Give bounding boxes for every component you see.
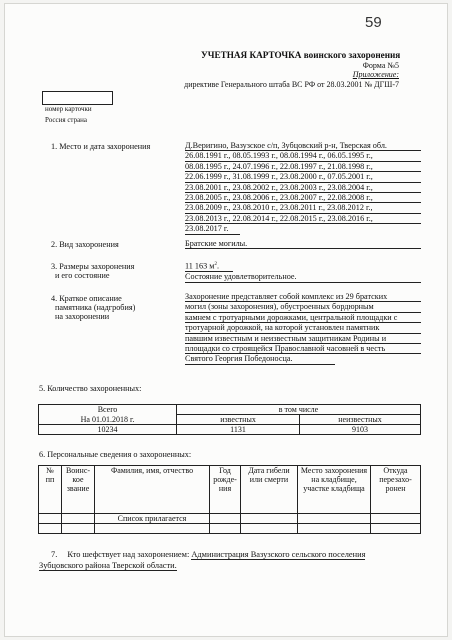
col-birth-year: Год рожде-ния: [210, 466, 241, 514]
card-number-box: [42, 91, 113, 105]
form-number: Форма №5: [362, 61, 399, 70]
dates-line: 26.08.1991 г., 08.05.1993 г., 08.08.1994 г., 06.05.1995 г.,: [185, 151, 421, 161]
list-note: Список прилагается: [95, 514, 210, 524]
place-line: Д.Веригино, Вазузское с/п, Зубцовский р-н, Тверская обл.: [185, 141, 421, 151]
section-7-number: 7.: [51, 550, 58, 559]
col-name: Фамилия, имя, отчество: [95, 466, 210, 514]
section-7-label: Кто шефствует над захоронением:: [67, 550, 190, 559]
card-number-label: номер карточки: [45, 105, 92, 113]
personal-data-table: [38, 465, 421, 534]
country-label: Россия страна: [45, 116, 88, 124]
patron-organization: Администрация Вазузского сельского поселения: [191, 550, 366, 559]
burial-count-table: [38, 404, 421, 435]
col-burial-place: Место захоронения на кладбище, участке кладбища: [298, 466, 371, 514]
date-header: На 01.01.2018 г.: [39, 415, 177, 425]
section-5-label: 5. Количество захороненных:: [39, 384, 142, 393]
section-2-label: 2. Вид захоронения: [51, 240, 119, 249]
included-header: в том числе: [177, 405, 421, 415]
dates-line: 23.08.2001 г., 23.08.2002 г., 23.08.2003 г., 23.08.2004 г.,: [185, 183, 421, 193]
burial-state: Состояние удовлетворительное.: [185, 272, 421, 282]
col-reburied-from: Откуда перезахо-ронен: [371, 466, 421, 514]
description-line: могил (зоны захоронения), обустроенных бордюрным: [185, 302, 421, 312]
section-6-label: 6. Персональные сведения о захороненных:: [39, 450, 192, 459]
description-line: павшим известным и неизвестным защитникам Родины и: [185, 334, 421, 344]
dates-line: 23.08.2017 г.: [185, 224, 240, 234]
description-line: площадки со строящейся Православной часовней в честь: [185, 344, 421, 354]
section-1-label: 1. Место и дата захоронения: [51, 142, 151, 151]
appendix-label: Приложение:: [352, 70, 399, 79]
monument-description: [185, 292, 421, 365]
dates-line: 23.08.2009 г., 23.08.2010 г., 23.08.2011 г., 23.08.2012 г.,: [185, 203, 421, 213]
col-death-date: Дата гибели или смерти: [241, 466, 298, 514]
burial-type: [185, 239, 421, 249]
unknown-count: 9103: [300, 425, 421, 435]
known-count: 1131: [177, 425, 300, 435]
section-4-label: 4. Краткое описание: [51, 294, 122, 303]
section-7: [39, 549, 419, 571]
patron-organization-line-2: Зубцовского района Тверской области.: [39, 561, 177, 570]
description-line: Святого Георгия Победоносца.: [185, 354, 335, 364]
dates-line: 22.06.1999 г., 31.08.1999 г., 23.08.2000 г., 07.05.2001 г.,: [185, 172, 421, 182]
document-title: УЧЕТНАЯ КАРТОЧКА воинского захоронения: [201, 50, 401, 60]
dates-line: 23.08.2013 г., 22.08.2014 г., 22.08.2015 г., 23.08.2016 г.,: [185, 214, 421, 224]
page-number: 59: [365, 14, 382, 31]
dates-line: 08.08.1995 г., 24.07.1996 г., 22.08.1997 г., 21.08.1998 г.,: [185, 162, 421, 172]
known-header: известных: [177, 415, 300, 425]
total-header: Всего: [39, 405, 177, 415]
unknown-header: неизвестных: [300, 415, 421, 425]
document-page: [4, 3, 448, 637]
burial-place-dates: [185, 141, 421, 235]
section-4-label-3: на захоронении: [55, 312, 110, 321]
description-line: камнем с тротуарными дорожками, центральной площадки с: [185, 313, 421, 323]
section-4-label-2: памятника (надгробия): [55, 303, 136, 312]
description-line: тротуарной дорожкой, на которой установлен памятник: [185, 323, 421, 333]
col-rank: Воинс-кое звание: [62, 466, 95, 514]
total-count: 10234: [39, 425, 177, 435]
burial-size-state: [185, 260, 421, 283]
directive-reference: директиве Генерального штаба ВС РФ от 28.03.2001 № ДГШ-7: [184, 80, 399, 89]
description-line: Захоронение представляет собой комплекс из 29 братских: [185, 292, 421, 302]
burial-size: 11 163 $м^2$.: [185, 260, 233, 272]
col-number: № пп: [39, 466, 62, 514]
section-3-label: 3. Размеры захоронения: [51, 262, 135, 271]
section-3-label-2: и его состояние: [55, 271, 110, 280]
burial-type-value: Братские могилы.: [185, 239, 421, 249]
dates-line: 23.08.2005 г., 23.08.2006 г., 23.08.2007 г., 22.08.2008 г.,: [185, 193, 421, 203]
